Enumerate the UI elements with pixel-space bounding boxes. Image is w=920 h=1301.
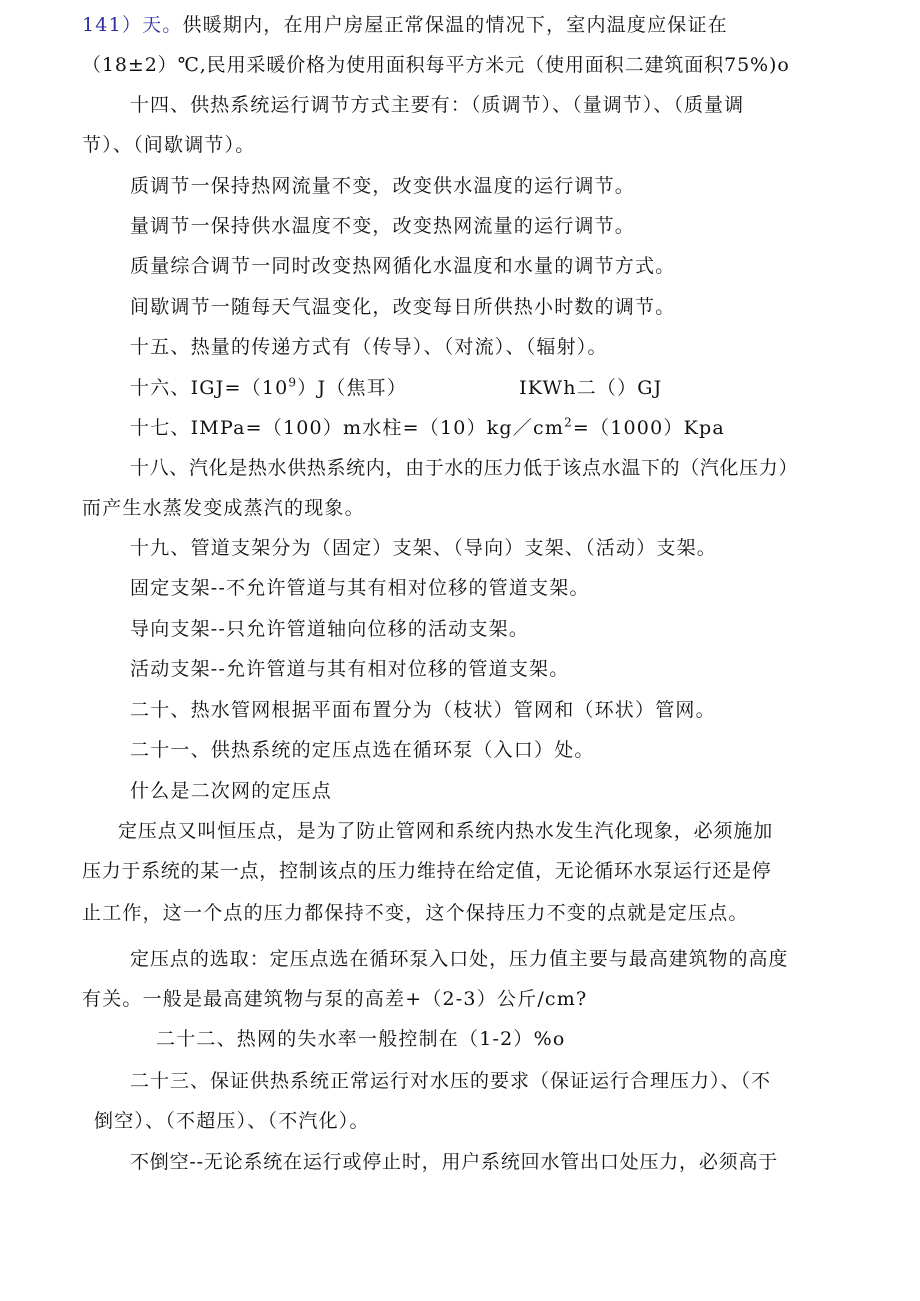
- section-heading-14: 十四、供热系统运行调节方式主要有：（质调节）、（量调节）、（质量调: [130, 94, 745, 116]
- text-line: 质量综合调节一同时改变热网循化水温度和水量的调节方式。: [130, 255, 676, 277]
- section-heading-21: 二十一、供热系统的定压点选在循环泵（入口）处。: [130, 739, 595, 761]
- text-line: 量调节一保持供水温度不变，改变热网流量的运行调节。: [130, 215, 636, 237]
- text-line: 节）、（间歇调节）。: [82, 134, 256, 156]
- text-line-blue-fragment: 141）天。: [82, 14, 183, 36]
- text-line: 活动支架--允许管道与其有相对位移的管道支架。: [130, 658, 570, 680]
- text-line: 定压点又叫恒压点，是为了防止管网和系统内热水发生汽化现象，必须施加: [118, 820, 774, 842]
- text-line-fragment: 十六、IGJ=（10: [130, 377, 289, 399]
- text-line: （18±2）℃,民用采暖价格为使用面积每平方米元（使用面积二建筑面积75%)o: [82, 54, 790, 76]
- text-line-fragment: IKWh二（）GJ: [519, 377, 663, 399]
- text-line: 导向支架--只允许管道轴向位移的活动支架。: [130, 618, 530, 640]
- text-line: 有关。一般是最高建筑物与泵的高差+（2-3）公斤/cm?: [82, 988, 588, 1010]
- text-line-fragment: 十七、IMPa=（100）m水柱=（10）kg／cm: [130, 417, 565, 439]
- text-line: 倒空）、（不超压）、（不汽化）。: [94, 1110, 370, 1132]
- superscript: 9: [288, 375, 298, 390]
- section-heading-15: 十五、热量的传递方式有（传导）、（对流）、（辐射）。: [130, 336, 608, 358]
- section-heading-18: 十八、汽化是热水供热系统内，由于水的压力低于该点水温下的（汽化压力）: [130, 457, 799, 479]
- text-line: 压力于系统的某一点，控制该点的压力维持在给定值，无论循环水泵运行还是停: [82, 860, 772, 882]
- text-line: 止工作，这一个点的压力都保持不变，这个保持压力不变的点就是定压点。: [82, 902, 749, 924]
- text-line-fragment: 供暖期内，在用户房屋正常保温的情况下，室内温度应保证在: [182, 14, 728, 36]
- text-line: 质调节一保持热网流量不变，改变供水温度的运行调节。: [130, 175, 636, 197]
- text-line: 固定支架--不允许管道与其有相对位移的管道支架。: [130, 577, 590, 599]
- question-heading: 什么是二次网的定压点: [130, 780, 333, 802]
- superscript: 2: [564, 415, 573, 430]
- text-line-fragment: =（1000）Kpa: [572, 417, 725, 439]
- text-line: 不倒空--无论系统在运行或停止时，用户系统回水管出口处压力，必须高于: [130, 1151, 779, 1173]
- text-line: [82, 5, 842, 45]
- section-heading-19: 十九、管道支架分为（固定）支架、（导向）支架、（活动）支架。: [130, 537, 718, 559]
- section-heading-20: 二十、热水管网根据平面布置分为（枝状）管网和（环状）管网。: [130, 699, 716, 721]
- text-line: 定压点的选取：定压点选在循环泵入口处，压力值主要与最高建筑物的高度: [130, 948, 789, 970]
- section-heading-17: [130, 408, 842, 448]
- text-line: 而产生水蒸发变成蒸汽的现象。: [82, 497, 365, 519]
- text-line: 间歇调节一随每天气温变化，改变每日所供热小时数的调节。: [130, 296, 676, 318]
- text-line-fragment: ）J（焦耳）: [297, 377, 408, 399]
- section-heading-23: 二十三、保证供热系统正常运行对水压的要求（保证运行合理压力）、（不: [130, 1070, 772, 1092]
- section-heading-16: [130, 368, 842, 408]
- section-heading-22: 二十二、热网的失水率一般控制在（1-2）%o: [156, 1028, 566, 1050]
